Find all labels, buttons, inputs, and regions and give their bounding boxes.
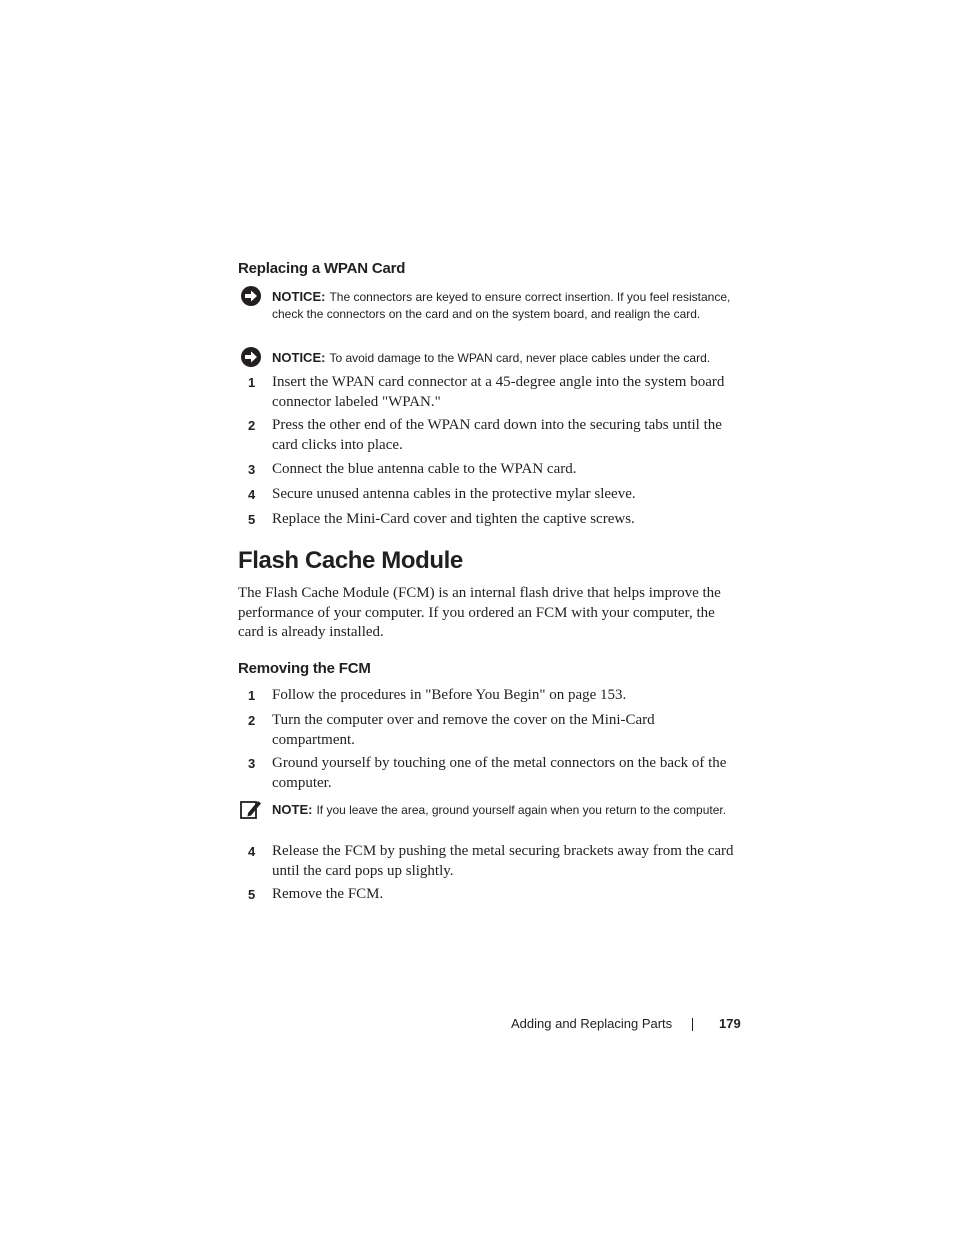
footer-section-name: Adding and Replacing Parts — [511, 1016, 673, 1031]
step-text: Press the other end of the WPAN card down into the securing tabs until the card clicks into place. — [272, 417, 722, 453]
step-number: 5 — [248, 512, 256, 527]
notice-keyed-connectors — [272, 288, 742, 323]
step-number: 1 — [248, 688, 256, 703]
step-text: Secure unused antenna cables in the protective mylar sleeve. — [272, 486, 636, 502]
note-pencil-icon — [240, 798, 262, 820]
step-text: Connect the blue antenna cable to the WPAN card. — [272, 461, 577, 477]
section-heading-replacing-wpan: Replacing a WPAN Card — [238, 260, 406, 277]
step-text: Remove the FCM. — [272, 886, 384, 902]
note-label: NOTE: — [272, 802, 313, 817]
page-title: Flash Cache Module — [238, 547, 463, 574]
notice-arrow-icon — [240, 285, 262, 307]
step-number: 3 — [248, 462, 256, 477]
page-number: 179 — [719, 1016, 741, 1031]
step-text: Insert the WPAN card connector at a 45-degree angle into the system board connector labeled "WPAN." — [272, 374, 725, 410]
step-number: 5 — [248, 887, 256, 902]
step-text: Turn the computer over and remove the cover on the Mini-Card compartment. — [272, 712, 655, 748]
step-number: 2 — [248, 418, 256, 433]
note-text: If you leave the area, ground yourself again when you return to the computer. — [316, 803, 727, 817]
step-number: 4 — [248, 844, 256, 859]
step-number: 1 — [248, 375, 256, 390]
step-text: Ground yourself by touching one of the metal connectors on the back of the computer. — [272, 755, 727, 791]
notice-text: To avoid damage to the WPAN card, never place cables under the card. — [329, 351, 711, 365]
notice-label: NOTICE: — [272, 350, 326, 365]
step-number: 4 — [248, 487, 256, 502]
step-number: 3 — [248, 756, 256, 771]
step-text: Replace the Mini-Card cover and tighten the captive screws. — [272, 511, 635, 527]
footer-separator — [692, 1018, 693, 1031]
section-heading-removing-fcm: Removing the FCM — [238, 660, 371, 677]
notice-cable-damage — [272, 349, 742, 367]
notice-label: NOTICE: — [272, 289, 326, 304]
step-number: 2 — [248, 713, 256, 728]
step-text: Follow the procedures in "Before You Begin" on page 153. — [272, 687, 627, 703]
intro-paragraph: The Flash Cache Module (FCM) is an internal flash drive that helps improve the performance of your computer. If you ordered an FCM with your computer, the card is already installed. — [238, 585, 721, 640]
step-text: Release the FCM by pushing the metal securing brackets away from the card until the card pops up slightly. — [272, 843, 734, 879]
notice-arrow-icon — [240, 346, 262, 368]
notice-text: The connectors are keyed to ensure correct insertion. If you feel resistance, check the connectors on the card and on the system board, and realign the card. — [272, 290, 731, 321]
note-ground-yourself — [272, 801, 742, 819]
